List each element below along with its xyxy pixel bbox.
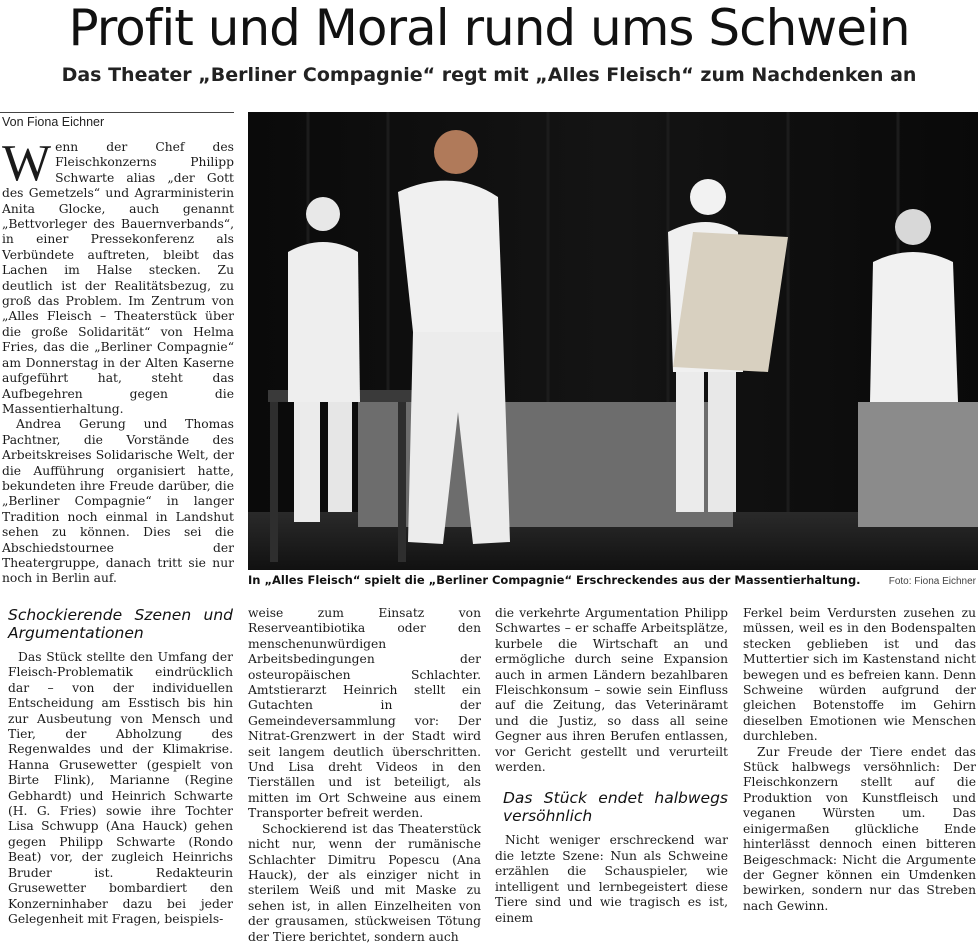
- byline: Von Fiona Eichner: [2, 115, 105, 129]
- subheading: Das Stück endet halbwegs versöhnlich: [503, 789, 728, 826]
- column-1: [2, 135, 234, 587]
- paragraph: Andrea Gerung und Thomas Pachtner, die Vorstände des Arbeitskreises Solidarische Welt, der die Aufführung organisiert hatte, bekundeten ihre Freude darüber, die „Berliner Compagnie“ in langer Tradition noch einmal in Landshut sehen zu können. Dies sei die Abschiedstournee der Theatergruppe, danach tritt sie nur noch in Berlin auf.: [2, 417, 234, 586]
- photo-credit: Foto: Fiona Eichner: [888, 576, 976, 587]
- paragraph: Zur Freude der Tiere endet das Stück halbwegs versöhnlich: Der Fleischkonzern stellt auf die Produktion von Kunstfleisch und veganen Würsten um. Das einigermaßen glückliche Ende hinterlässt dennoch einen bitteren Beigeschmack: Nicht die Argumente der Gegner können ein Umdenken bewirken, sondern nur das Streben nach Gewinn.: [743, 744, 976, 913]
- paragraph: Schockierend ist das Theaterstück nicht nur, wenn der rumänische Schlachter Dimitru Popescu (Ana Hauck), der als einziger nicht in sterilem Weiß und mit Maske zu sehen ist, in allen Einzelheiten von der grausamen, stückweisen Tötung der Tiere berichtet, sondern auch: [248, 821, 481, 944]
- byline-rule: [0, 112, 234, 113]
- paragraph: Das Stück stellte den Umfang der Fleisch-Problematik eindrücklich dar – von der individuellen Entscheidung am Esstisch bis hin zur Ausbeutung von Mensch und Tier, der Abholzung des Regenwaldes und der Klimakrise. Hanna Grusewetter (gespielt von Birte Flink), Marianne (Regine Gebhardt) und Heinrich Schwarte (H. G. Fries) sowie ihre Tochter Lisa Schwupp (Ana Hauck) gehen gegen Philipp Schwarte (Rondo Beat) vor, der zugleich Heinrichs Bruder ist. Redakteurin Grusewetter bombardiert den Konzerninhaber dazu bei jeder Gelegenheit mit Fragen, beispiels-: [8, 650, 233, 926]
- column-2: [8, 606, 233, 927]
- photo-caption: In „Alles Fleisch“ spielt die „Berliner Compagnie“ Erschreckendes aus der Massentierhaltung.: [248, 573, 861, 587]
- dropcap: W: [2, 135, 52, 192]
- headline: Profit und Moral rund ums Schwein: [68, 0, 910, 57]
- paragraph: die verkehrte Argumentation Philipp Schwartes – er schaffe Arbeitsplätze, kurbele die Wirtschaft an und ermögliche durch seine Expansion auch in armen Ländern bezahlbaren Fleischkonsum – sowie sein Einfluss auf die Zeitung, das Veterinäramt und die Justiz, so dass all seine Gegner aus ihren Berufen entlassen, vor Gericht gestellt und verurteilt werden.: [495, 606, 728, 775]
- column-3: [248, 606, 481, 945]
- paragraph: Nicht weniger erschreckend war die letzte Szene: Nun als Schweine erzählen die Schauspieler, wie intelligent und lernbegeistert diese Tiere sind und wie tragisch es ist, einem: [495, 833, 728, 925]
- paragraph: Ferkel beim Verdursten zusehen zu müssen, weil es in den Bodenspalten stecken geblieben ist und das Muttertier sich im Kastenstand nicht bewegen und es befreien kann. Denn Schweine würden aufgrund der gleichen Botenstoffe im Gehirn dieselben Emotionen wie Menschen durchleben.: [743, 606, 976, 744]
- column-5: [743, 606, 976, 914]
- subheading: Schockierende Szenen und Argumentationen: [8, 606, 233, 642]
- stage-photo-illustration: [248, 112, 978, 570]
- stage-photo: [248, 112, 978, 570]
- column-4: [495, 606, 728, 926]
- paragraph: weise zum Einsatz von Reserveantibiotika oder den menschenunwürdigen Arbeitsbedingungen der osteuropäischen Schlachter. Amtstierarzt Heinrich stellt ein Gutachten in der Gemeindeversammlung vor: Der Nitrat-Grenzwert in der Stadt wird seit langem deutlich überschritten. Und Lisa dreht Videos in den Tierställen und ist beteiligt, als mitten im Ort Schweine aus einem Transporter befreit werden.: [248, 606, 481, 821]
- lead-text: enn der Chef des Fleischkonzerns Philipp Schwarte alias „der Gott des Gemetzels“ und Agrarministerin Anita Glocke, auch genannt „Bettvorleger des Bauernverbands“, in einer Pressekonferenz als Verbündete auftreten, bleibt das Lachen im Halse stecken. Zu deutlich ist der Realitätsbezug, zu groß das Problem. Im Zentrum von „Alles Fleisch – Theaterstück über die große Solidarität“ von Helma Fries, das die „Berliner Compagnie“ am Donnerstag in der Alten Kaserne aufgeführt hat, steht das Aufbegehren gegen die Massentierhaltung.: [2, 140, 234, 416]
- subheadline: Das Theater „Berliner Compagnie“ regt mit „Alles Fleisch“ zum Nachdenken an: [61, 64, 917, 86]
- paragraph: [2, 135, 234, 417]
